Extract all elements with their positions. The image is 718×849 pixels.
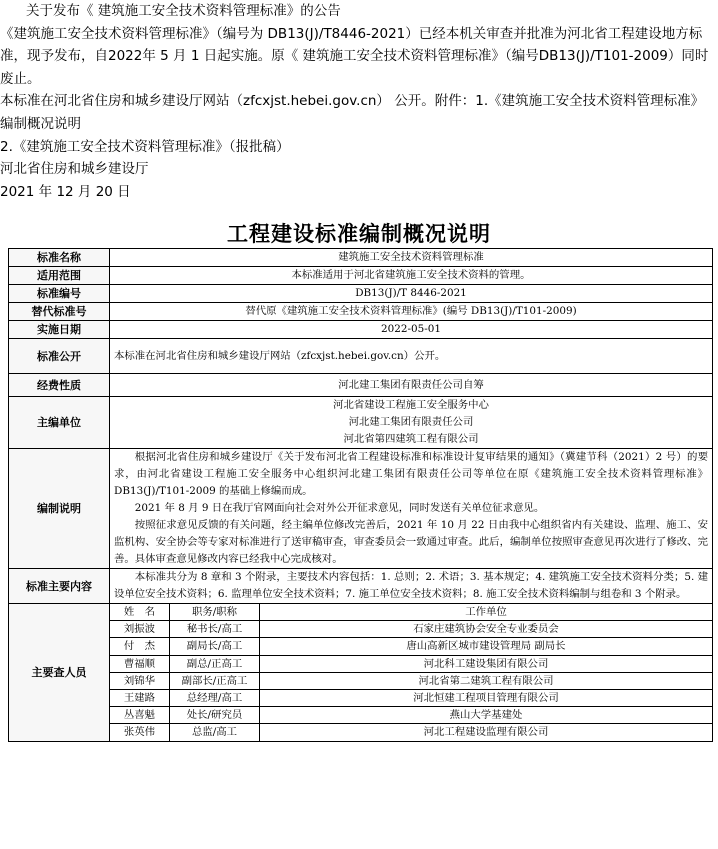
reviewer-title: 总经理/高工 (170, 689, 260, 706)
reviewer-name: 刘锦华 (110, 672, 170, 689)
value-scope: 本标准适用于河北省建筑施工安全技术资料的管理。 (110, 267, 713, 285)
row-funding (9, 374, 713, 397)
label-funding: 经费性质 (9, 374, 110, 397)
notice-title: 关于发布《 建筑施工安全技术资料管理标准》的公告 (26, 3, 341, 19)
notice (0, 0, 718, 203)
label-date: 实施日期 (9, 321, 110, 339)
explain-paragraph: 根据河北省住房和城乡建设厅《关于发布河北省工程建设标准和标准设计复审结果的通知》（冀建节科（2021）2 号）的要求，由河北省建设工程施工安全服务中心组织河北建工集团有限责任公司等单位在原《建筑施工安全技术资料管理标准》DB13(J)/T101-2009 的基础上修编而成。 (114, 451, 708, 497)
row-explain (9, 449, 713, 569)
reviewer-unit: 石家庄建筑协会安全专业委员会 (260, 620, 712, 637)
notice-issuer: 河北省住房和城乡建设厅 (0, 161, 149, 178)
row-replace (9, 303, 713, 321)
row-public (9, 339, 713, 374)
row-editor (9, 397, 713, 449)
editor-unit: 河北省建设工程施工安全服务中心 (333, 399, 489, 411)
explain-paragraph: 按照征求意见反馈的有关问题，经主编单位修改完善后，2021 年 10 月 22 日由我中心组织省内有关建设、监理、施工、安监机构、安全协会等专家对标准进行了送审稿审查，审查委员会一致通过审查。此后，编制单位按照审查意见再次进行了修改、完善。具体审查意见修改内容已经我中心完成核对。 (114, 519, 708, 565)
notice-attachment-2: 2.《建筑施工安全技术资料管理标准》（报批稿） (0, 138, 290, 155)
row-scope (9, 267, 713, 285)
reviewers-table (110, 604, 713, 742)
reviewer-unit: 河北科工建设集团有限公司 (260, 655, 712, 672)
reviewer-name: 王建路 (110, 689, 170, 706)
row-date (9, 321, 713, 339)
label-explain: 编制说明 (9, 449, 110, 569)
value-editor (110, 397, 713, 449)
editor-unit: 河北建工集团有限责任公司 (348, 416, 474, 428)
explain-paragraph: 2021 年 8 月 9 日在我厅官网面向社会对外公开征求意见，同时发送有关单位征求意见。 (134, 502, 545, 514)
row-reviewers (9, 604, 713, 742)
reviewer-name: 丛喜魁 (110, 706, 170, 723)
notice-body-2: 本标准在河北省住房和城乡建设厅网站（zfcxjst.hebei.gov.cn） 公开。附件：1.《建筑施工安全技术资料管理标准》 编制概况说明 (0, 93, 705, 132)
reviewer-unit: 河北省第二建筑工程有限公司 (260, 672, 712, 689)
reviewer-unit: 唐山高新区城市建设管理局 副局长 (260, 637, 712, 654)
label-name: 标准名称 (9, 249, 110, 267)
label-scope: 适用范围 (9, 267, 110, 285)
editor-unit: 河北省第四建筑工程有限公司 (343, 433, 479, 445)
reviewer-title: 副部长/正高工 (170, 672, 260, 689)
notice-date: 2021 年 12 月 20 日 (0, 183, 131, 200)
notice-body-1: 《建筑施工安全技术资料管理标准》（编号为 DB13(J)/T8446-2021）已经本机关审查并批准为河北省工程建设地方标准，现予发布，自2022年 5 月 1 日起实施。原《 建筑施工安全技术资料管理标准》（编号DB13(J)/T101-2009）同时废止。 (0, 25, 709, 87)
reviewer-unit: 燕山大学基建处 (260, 706, 712, 723)
reviewers-header: 工作单位 (465, 606, 507, 618)
reviewer-title: 秘书长/高工 (170, 620, 260, 637)
reviewers-header: 职务/职称 (170, 604, 260, 620)
value-explain (110, 449, 713, 569)
label-editor: 主编单位 (9, 397, 110, 449)
value-funding: 河北建工集团有限责任公司自筹 (110, 374, 713, 397)
label-content: 标准主要内容 (9, 569, 110, 604)
value-date: 2022-05-01 (110, 321, 713, 339)
reviewer-unit: 河北恒建工程项目管理有限公司 (260, 689, 712, 706)
reviewer-unit: 河北工程建设监理有限公司 (260, 723, 712, 740)
reviewer-name: 付 杰 (110, 637, 170, 654)
row-content (9, 569, 713, 604)
value-code: DB13(J)/T 8446-2021 (110, 285, 713, 303)
value-content: 本标准共分为 8 章和 3 个附录，主要技术内容包括：1. 总则；2. 术语；3. 基本规定；4. 建筑施工安全技术资料分类；5. 建设单位安全技术资料；6. 监理单位安全技术资料；7. 施工单位安全技术资料；8. 施工安全技术资料编制与组卷和 3 个附录。 (110, 569, 713, 604)
reviewers-grid (110, 604, 712, 741)
value-replace: 替代原《建筑施工安全技术资料管理标准》(编号 DB13(J)/T101-2009) (110, 303, 713, 321)
document-title: 工程建设标准编制概况说明 (227, 221, 491, 246)
standard-info-table (8, 248, 713, 742)
reviewer-name: 曹福顺 (110, 655, 170, 672)
value-public: 本标准在河北省住房和城乡建设厅网站（zfcxjst.hebei.gov.cn）公开。 (110, 339, 713, 374)
label-reviewers: 主要查人员 (9, 604, 110, 742)
reviewers-header: 姓 名 (110, 604, 170, 620)
reviewer-title: 副局长/高工 (170, 637, 260, 654)
label-code: 标准编号 (9, 285, 110, 303)
label-replace: 替代标准号 (9, 303, 110, 321)
reviewer-title: 处长/研究员 (170, 706, 260, 723)
value-name: 建筑施工安全技术资料管理标准 (110, 249, 713, 267)
row-code (9, 285, 713, 303)
label-public: 标准公开 (9, 339, 110, 374)
reviewer-name: 刘振波 (110, 620, 170, 637)
reviewer-title: 副总/正高工 (170, 655, 260, 672)
row-name (9, 249, 713, 267)
reviewer-name: 张英伟 (110, 723, 170, 740)
reviewer-title: 总监/高工 (170, 723, 260, 740)
